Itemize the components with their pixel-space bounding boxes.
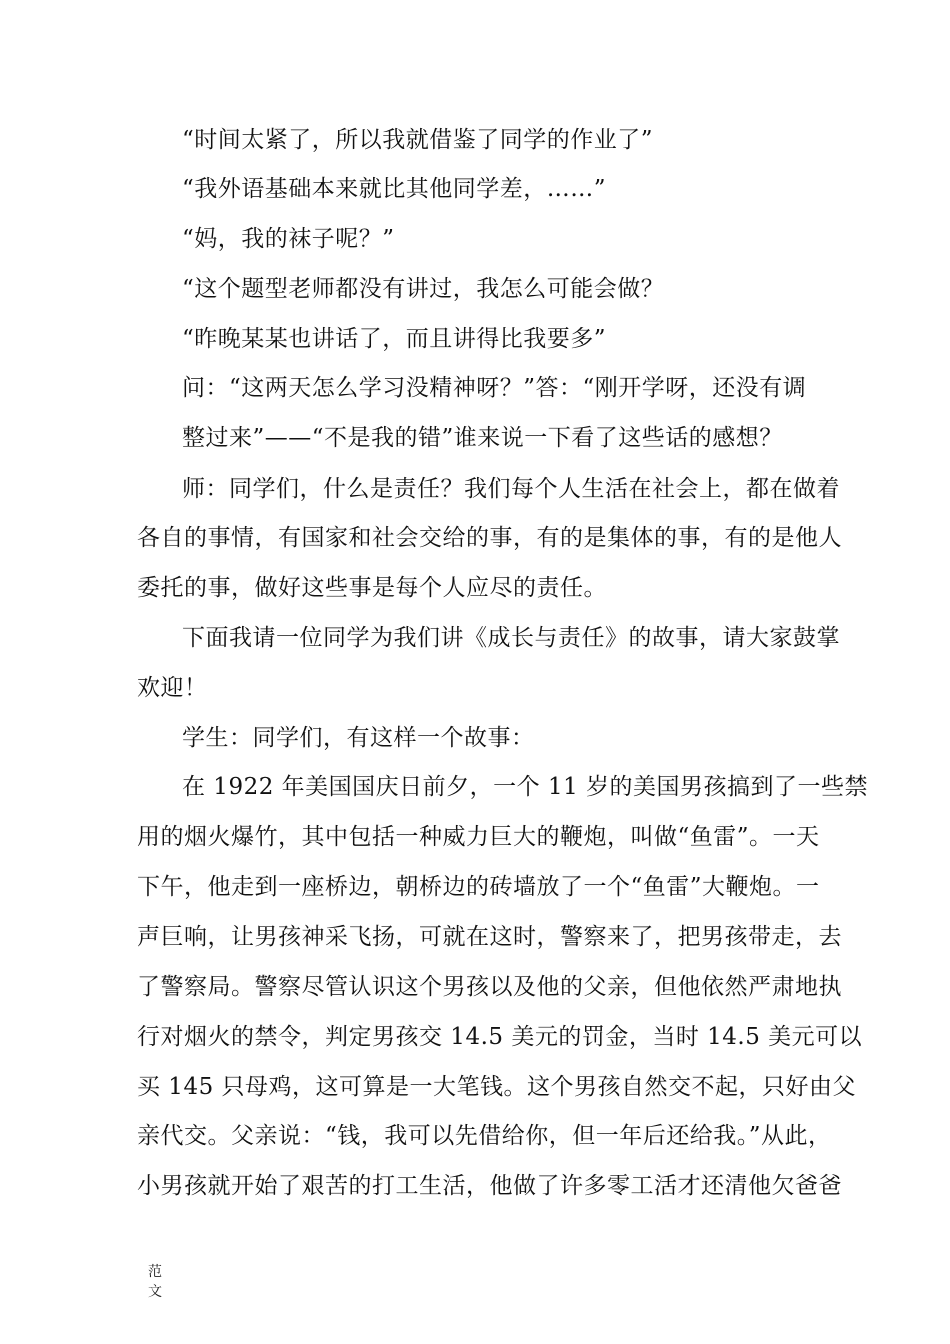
text-line: 师：同学们，什么是责任？我们每个人生活在社会上，都在做着 [182,476,840,502]
text-line: 用的烟火爆竹，其中包括一种威力巨大的鞭炮，叫做“鱼雷”。一天 [137,824,820,850]
text-line: “我外语基础本来就比其他同学差，……” [182,176,607,202]
text-line: 了警察局。警察尽管认识这个男孩以及他的父亲，但他依然严肃地执 [137,974,842,1000]
text-line: “妈，我的袜子呢？” [182,226,395,252]
text-line: 委托的事，做好这些事是每个人应尽的责任。 [137,575,607,601]
text-line: “昨晚某某也讲话了，而且讲得比我要多” [182,326,607,352]
text-line: “时间太紧了，所以我就借鉴了同学的作业了” [182,127,654,153]
text-line: 亲代交。父亲说：“钱，我可以先借给你，但一年后还给我。”从此， [137,1123,832,1149]
text-line: 下面我请一位同学为我们讲《成长与责任》的故事，请大家鼓掌 [182,625,840,651]
text-line: 小男孩就开始了艰苦的打工生活，他做了许多零工活才还清他欠爸爸 [137,1173,842,1199]
text-line: 行对烟火的禁令，判定男孩交 14.5 美元的罚金，当时 14.5 美元可以 [137,1024,863,1050]
text-line: 欢迎！ [137,675,208,701]
text-line: “这个题型老师都没有讲过，我怎么可能会做？ [182,276,665,302]
page-footer: 范文 [148,1264,162,1300]
text-line: 在 1922 年美国国庆日前夕，一个 11 岁的美国男孩搞到了一些禁 [182,774,869,800]
text-line: 学生：同学们，有这样一个故事： [182,725,535,751]
text-line: 问：“这两天怎么学习没精神呀？”答：“刚开学呀，还没有调 [182,375,807,401]
text-line: 下午，他走到一座桥边，朝桥边的砖墙放了一个“鱼雷”大鞭炮。一 [137,874,820,900]
text-line: 买 145 只母鸡，这可算是一大笔钱。这个男孩自然交不起，只好由父 [137,1074,857,1100]
text-line: 整过来”——“不是我的错”谁来说一下看了这些话的感想？ [182,425,783,451]
text-line: 声巨响，让男孩神采飞扬，可就在这时，警察来了，把男孩带走，去 [137,924,842,950]
text-line: 各自的事情，有国家和社会交给的事，有的是集体的事，有的是他人 [137,525,842,551]
